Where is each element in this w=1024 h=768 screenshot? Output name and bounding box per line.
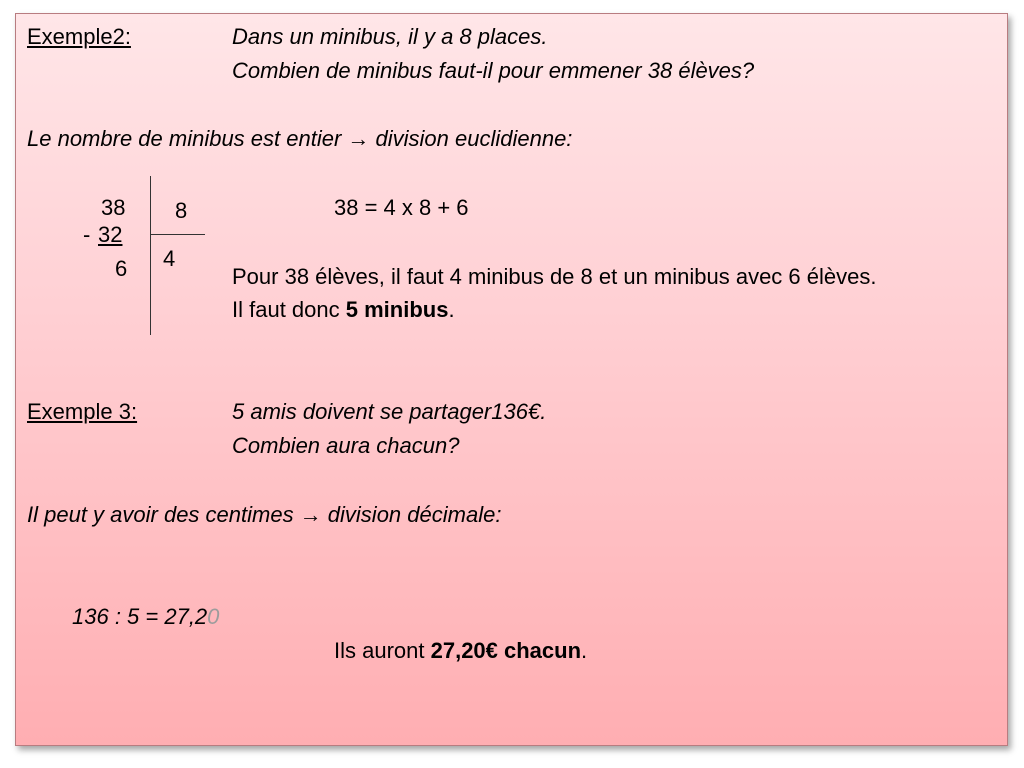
example3-calculation [72, 604, 219, 630]
division-subtract-sign: - [83, 222, 91, 247]
example2-statement-line2: Combien de minibus faut-il pour emmener 38 élèves? [232, 58, 755, 83]
calculation-main: 136 : 5 = 27,2 [72, 604, 208, 629]
example3-statement-line1: 5 amis doivent se partager136€. [232, 399, 547, 424]
example3-answer [334, 638, 587, 664]
example2-conclusion [232, 297, 455, 323]
division-vertical-line [150, 176, 151, 335]
example2-explanation: Pour 38 élèves, il faut 4 minibus de 8 et un minibus avec 6 élèves. [232, 264, 877, 289]
division-dividend: 38 [101, 195, 126, 220]
example3-heading: Exemple 3: [27, 399, 138, 424]
example3-method-text: Il peut y avoir des centimes → division décimale: [27, 502, 502, 527]
division-remainder: 6 [115, 256, 128, 281]
division-horizontal-line [150, 234, 205, 235]
example2-equation: 38 = 4 x 8 + 6 [334, 195, 469, 220]
calculation-trailing-zero: 0 [207, 604, 220, 629]
division-quotient: 4 [163, 246, 176, 271]
conclusion-suffix: . [448, 297, 455, 322]
answer-prefix: Ils auront [334, 638, 431, 663]
example2-statement-line1: Dans un minibus, il y a 8 places. [232, 24, 548, 49]
slide [15, 13, 1008, 746]
conclusion-prefix: Il faut donc [232, 297, 346, 322]
example2-method-text: Le nombre de minibus est entier → division euclidienne: [27, 126, 573, 151]
division-subtracted: 32 [98, 222, 123, 247]
example2-heading: Exemple2: [27, 24, 131, 49]
answer-suffix: . [581, 638, 588, 663]
example3-statement-line2: Combien aura chacun? [232, 433, 460, 458]
division-divisor: 8 [175, 198, 188, 223]
conclusion-bold: 5 minibus [345, 297, 449, 322]
answer-bold: 27,20€ chacun [430, 638, 582, 663]
